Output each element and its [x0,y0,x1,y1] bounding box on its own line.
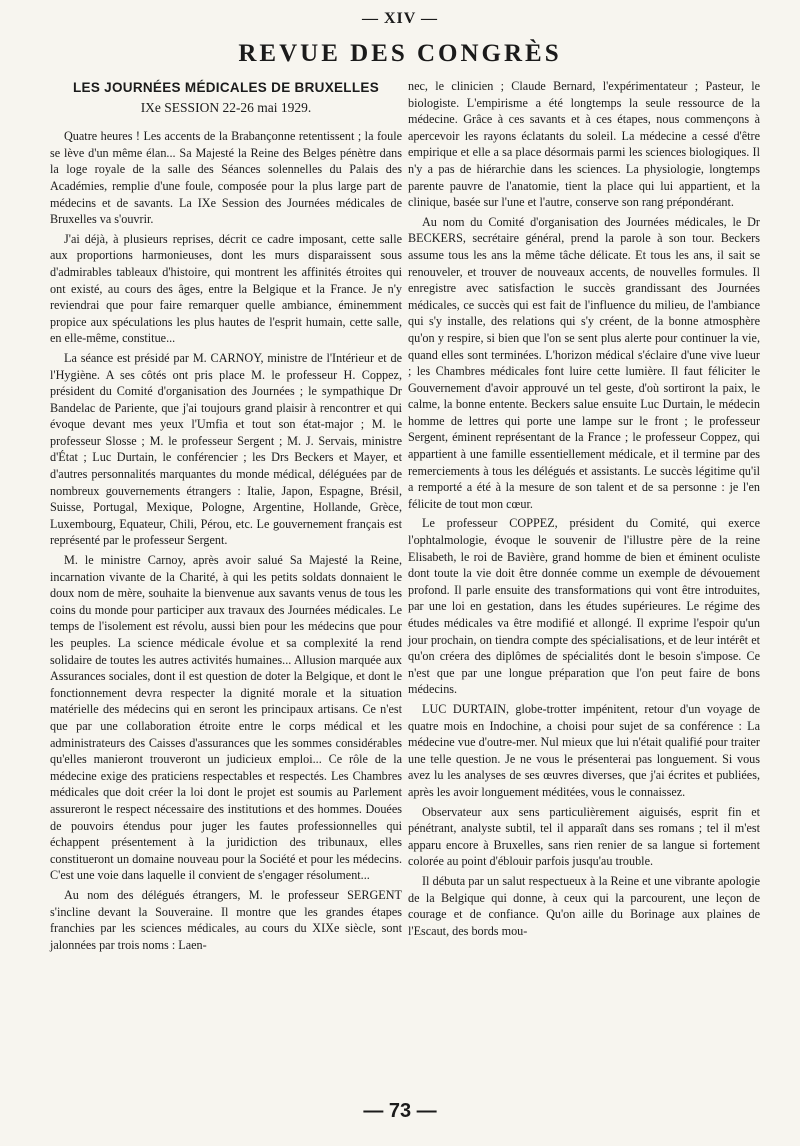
right-column [408,78,760,942]
left-column [50,78,402,956]
roman-page-numeral: — XIV — [361,10,439,27]
paragraph: J'ai déjà, à plusieurs reprises, décrit ce cadre imposant, cette salle aux proportions harmonieuses, dont les murs disparaissent sous d'admirables tableaux d'histoire, qui montrent les affinités étroites qui ont existé, au cours des âges, entre la Belgique et la France. Je n'y reviendrai que pour faire remarquer quelle ambiance, éminemment propice aux spéculations les plus hautes de l'esprit humain, cette salle, en elle-même, constitue... [50,231,402,346]
paragraph: LUC DURTAIN, globe-trotter impénitent, retour d'un voyage de quatre mois en Indochine, a choisi pour sujet de sa conférence : La médecine vue d'outre-mer. Nul mieux que lui n'était qualifié pour traiter une telle question. Je ne vous le présenterai pas longuement. Si vous avez lu les analyses de ses œuvres diverses, que j'ai écrites et publiées, après les avoir longuement méditées, vous le connaissez. [408,701,760,799]
article-subtitle: IXe SESSION 22-26 mai 1929. [140,99,312,115]
article-title: LES JOURNÉES MÉDICALES DE BRUXELLES [72,80,380,95]
paragraph: Il débuta par un salut respectueux à la Reine et une vibrante apologie de la Belgique qui donne, à ceux qui la parcourent, une leçon de courage et de confiance. Qu'on aille du Borinage aux plaines de l'Escaut, des bords mou- [408,873,760,938]
paragraph: Au nom du Comité d'organisation des Journées médicales, le Dr BECKERS, secrétaire général, prend la parole à son tour. Beckers assume tous les ans la même tâche délicate. Et tous les ans, il sait se renouveler, et trouver de nouveaux accents, de nouvelles formules. Il enregistre avec satisfaction le succès grandissant des Journées médicales, ce succès qui est fait de l'influence du milieu, de l'ambiance qui s'y installe, des relations qui s'y créent, de la bonne atmosphère qu'on y respire, si bien que l'on se sent plus alerte pour continuer la vie, quand elles sont terminées. L'horizon médical s'éclaire d'une vive lueur ; les Chambres médicales font luire cette lumière. Il faut féliciter le Gouvernement d'avoir approuvé un tel geste, d'où sortiront la paix, le calme, la bonne entente. Beckers salue ensuite Luc Durtain, le médecin homme de lettres qui porte une lampe sur le front ; le professeur Sergent, éminent représentant de la France ; le professeur Coppez, qui appartient à une famille essentiellement médicale, et il termine par des remerciements à tous les délégués et assistants. Le succès légitime qu'il a remporté a été à la mesure de son talent et de sa personne : je l'en félicite de tout mon cœur. [408,214,760,511]
paragraph: Le professeur COPPEZ, président du Comité, qui exerce l'ophtalmologie, évoque le souvenir de l'illustre père de la reine Elisabeth, le roi de Bavière, grand homme de bien et éminent oculiste dont toute la vie doit être donnée comme un exemple de dévouement profond. Il parle ensuite des transformations qui vont être introduites, par une loi en gestation, dans les études supérieures. Le régime des études médicales va être modifié et allongé. Il exprime l'espoir qu'un jour prochain, on tiendra compte des spécialisations, et de leur intérêt et qu'on créera des diplômes de spécialités dont le besoin s'impose. Ce n'est que par une longue préparation que l'on peut faire de bons médecins. [408,516,760,697]
journal-section-title: REVUE DES CONGRÈS [238,40,562,67]
paragraph: Au nom des délégués étrangers, M. le professeur SERGENT s'incline devant la Souveraine. Il montre que les grandes étapes franchies par les sciences médicales, au cours du XIXe siècle, sont jalonnées par trois noms : Laen- [50,887,402,952]
paragraph: Quatre heures ! Les accents de la Brabançonne retentissent ; la foule se lève d'un même élan... Sa Majesté la Reine des Belges pénètre dans la loge royale de la salle des Séances solennelles du Palais des Académies, remplie d'une foule, composée pour la plus large part de médecins et de savants. La IXe Session des Journées médicales de Bruxelles va s'ouvrir. [50,129,402,227]
paragraph: Observateur aux sens particulièrement aiguisés, esprit fin et pénétrant, analyste subtil, tel il apparaît dans ses romans ; tel il m'est apparu encore à Bruxelles, sans rien renier de sa langue si fortement colorée au point d'éblouir parfois jusqu'au trouble. [408,804,760,869]
paragraph: La séance est présidé par M. CARNOY, ministre de l'Intérieur et de l'Hygiène. A ses côtés ont pris place M. le professeur H. Coppez, président du Comité d'organisation des Journées ; le sympathique Dr Bandelac de Pariente, que j'ai toujours grand plaisir à rencontrer et qui évoque devant mes yeux l'Umfia et tout son état-major ; M. le professeur Slosse ; M. le professeur Sergent ; M. J. Servais, ministre d'État ; Luc Durtain, le conférencier ; les Drs Beckers et Mayer, et d'autres personnalités marquantes du monde médical, déléguées par de nombreux gouvernements étrangers : Italie, Japon, Espagne, Brésil, Suisse, Portugal, Mexique, Pologne, Argentine, Hollande, Grèce, Luxembourg, Equateur, Chili, Pérou, etc. Le gouvernement français est représenté par le professeur Sergent. [50,350,402,548]
paragraph: M. le ministre Carnoy, après avoir salué Sa Majesté la Reine, incarnation vivante de la Charité, à qui les petits soldats donnaient le doux nom de mère, souhaite la bienvenue aux savants venus de tous les coins du monde pour participer aux travaux des Journées médicales. Le temps de l'isolement est révolu, aussi bien pour les médecins que pour les peuples. La science médicale évolue et sa complexité la rend solidaire de toutes les autres activités humaines... Allusion marquée aux Assurances sociales, dont il est question de doter la Belgique, et dont le fonctionnement devra respecter la dignité morale et la situation matérielle des médecins qui en seront les principaux artisans. Ce n'est que par une collaboration étroite entre le corps médical et les administrateurs des Caisses d'assurances que les sommes considérables qu'elles manieront trouveront un judicieux emploi... Ce rôle de la médecine exige des praticiens respectables et respectés. Les Chambres médicales que doit créer la loi dont le projet est soumis au Parlement assureront le respect nécessaire des institutions et des hommes. Douées de pouvoirs étendus pour juger les fautes professionnelles qui échappent présentement à la juridiction des tribunaux, elles constitueront un domaine nouveau pour la Société et pour les médecins. C'est une voie dans laquelle il convient de s'engager résolument... [50,553,402,883]
page-number: — 73 — [363,1100,437,1122]
paragraph: nec, le clinicien ; Claude Bernard, l'expérimentateur ; Pasteur, le biologiste. L'empirisme a été longtemps la seule ressource de la médecine. Grâce à ces savants et à ces étapes, nous commençons à apercevoir les rayons éclatants du soleil. La médecine a cessé d'être empirique et elle a sa place désormais parmi les sciences biologiques. Il n'y a pas de hiérarchie dans les sciences. La physiologie, longtemps parente pauvre de l'anatomie, tient la place qui lui appartient, et la clinique, basée sur l'une et l'autre, conserve son rang prépondérant. [408,79,760,210]
